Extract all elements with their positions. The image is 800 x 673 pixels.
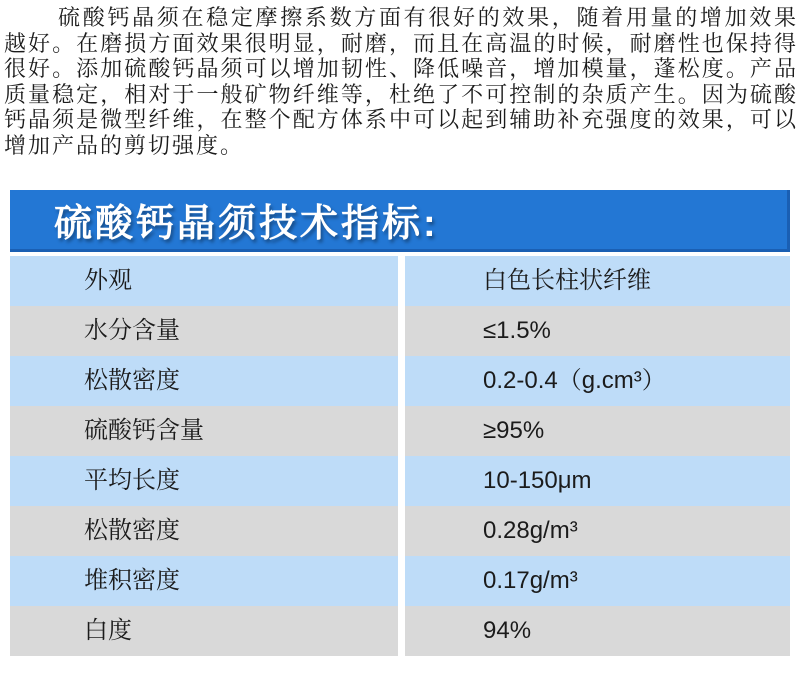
spec-value: ≤1.5% bbox=[405, 306, 790, 356]
spec-table-title: 硫酸钙晶须技术指标: bbox=[54, 203, 439, 245]
table-row-caso4-content bbox=[10, 406, 790, 456]
spec-value: 10-150μm bbox=[405, 456, 790, 506]
column-divider bbox=[398, 356, 405, 406]
spec-value: 0.28g/m³ bbox=[405, 506, 790, 556]
spec-value: 0.2-0.4（g.cm³） bbox=[405, 356, 790, 406]
spec-label: 水分含量 bbox=[10, 306, 398, 356]
table-row-average-length bbox=[10, 456, 790, 506]
table-row-loose-density bbox=[10, 506, 790, 556]
spec-label: 硫酸钙含量 bbox=[10, 406, 398, 456]
spec-value: ≥95% bbox=[405, 406, 790, 456]
spec-table-header bbox=[10, 190, 790, 252]
spec-table bbox=[10, 190, 790, 656]
intro-paragraph: 硫酸钙晶须在稳定摩擦系数方面有很好的效果，随着用量的增加效果越好。在磨损方面效果很明显，耐磨，而且在高温的时候，耐磨性也保持得很好。添加硫酸钙晶须可以增加韧性、降低噪音，增加模量，蓬松度。产品质量稳定，相对于一般矿物纤维等，杜绝了不可控制的杂质产生。因为硫酸钙晶须是微型纤维，在整个配方体系中可以起到辅助补充强度的效果，可以增加产品的剪切强度。 bbox=[4, 5, 798, 158]
column-divider bbox=[398, 456, 405, 506]
table-row-whiteness bbox=[10, 606, 790, 656]
spec-table-body bbox=[10, 256, 790, 656]
spec-value: 0.17g/m³ bbox=[405, 556, 790, 606]
column-divider bbox=[398, 256, 405, 306]
spec-value: 白色长柱状纤维 bbox=[405, 256, 790, 306]
column-divider bbox=[398, 306, 405, 356]
spec-label: 松散密度 bbox=[10, 506, 398, 556]
column-divider bbox=[398, 606, 405, 656]
table-row-appearance bbox=[10, 256, 790, 306]
spec-label: 白度 bbox=[10, 606, 398, 656]
column-divider bbox=[398, 506, 405, 556]
table-row-loose-density-range bbox=[10, 356, 790, 406]
spec-value: 94% bbox=[405, 606, 790, 656]
table-row-bulk-density bbox=[10, 556, 790, 606]
spec-label: 松散密度 bbox=[10, 356, 398, 406]
spec-label: 平均长度 bbox=[10, 456, 398, 506]
table-row-moisture bbox=[10, 306, 790, 356]
spec-label: 外观 bbox=[10, 256, 398, 306]
column-divider bbox=[398, 556, 405, 606]
column-divider bbox=[398, 406, 405, 456]
spec-label: 堆积密度 bbox=[10, 556, 398, 606]
